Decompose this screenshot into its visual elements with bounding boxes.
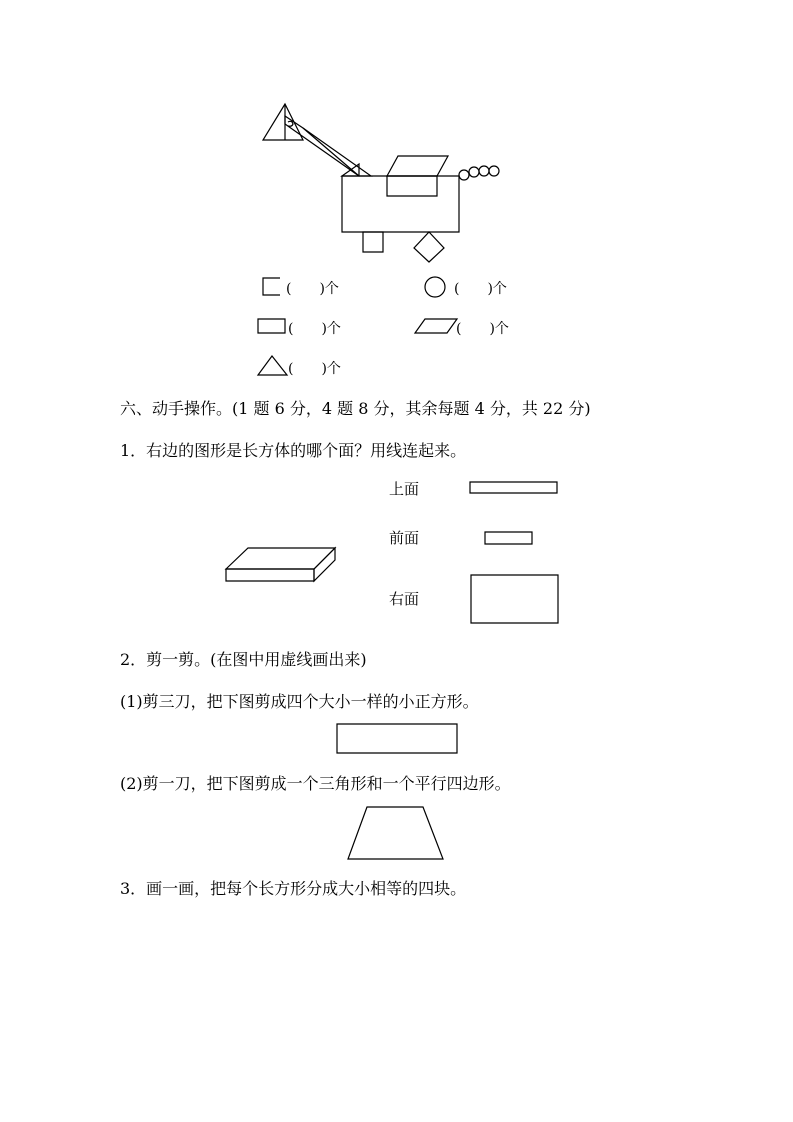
tail-circle-1 (459, 170, 469, 180)
leg-square (363, 232, 383, 252)
cut-rectangle (336, 723, 460, 755)
section6-heading: 六、动手操作。(1 题 6 分，4 题 8 分，其余每题 4 分，共 22 分) (120, 399, 591, 418)
body-rectangle (342, 176, 459, 232)
triangle-icon (257, 355, 289, 377)
square-icon (262, 277, 282, 297)
count-triangle: ( )个 (288, 361, 341, 377)
label-front: 前面 (389, 529, 420, 547)
tail-circle-3 (479, 166, 489, 176)
rectangle-icon (257, 318, 287, 334)
cuboid-figure (225, 546, 337, 584)
face-rect-large (470, 574, 560, 625)
count-parallelogram: ( )个 (456, 321, 509, 337)
horse-figure (255, 100, 505, 265)
cut-trapezoid (347, 806, 445, 862)
tail-circle-2 (469, 167, 479, 177)
saddle-parallelogram (387, 156, 448, 176)
parallelogram-icon (414, 318, 458, 334)
circle-icon (424, 276, 446, 298)
count-square: ( )个 (286, 281, 339, 297)
neck-parallelogram (285, 116, 371, 176)
q1-text: 1．右边的图形是长方体的哪个面？用线连起来。 (120, 441, 467, 460)
face-rect-small (484, 531, 534, 545)
label-right: 右面 (389, 590, 420, 608)
leg-diamond (414, 232, 444, 262)
saddle-rectangle (387, 176, 437, 196)
q3-text: 3．画一画，把每个长方形分成大小相等的四块。 (120, 879, 467, 898)
count-rectangle: ( )个 (288, 321, 341, 337)
q2-sub1: (1)剪三刀，把下图剪成四个大小一样的小正方形。 (120, 692, 479, 711)
q2-sub2: (2)剪一刀，把下图剪成一个三角形和一个平行四边形。 (120, 774, 511, 793)
tail-circle-4 (489, 166, 499, 176)
label-top: 上面 (389, 480, 420, 498)
q2-text: 2．剪一剪。(在图中用虚线画出来) (120, 650, 367, 669)
face-rect-long (469, 481, 559, 495)
head-triangle (263, 104, 303, 140)
eye (288, 121, 293, 126)
count-circle: ( )个 (454, 281, 507, 297)
